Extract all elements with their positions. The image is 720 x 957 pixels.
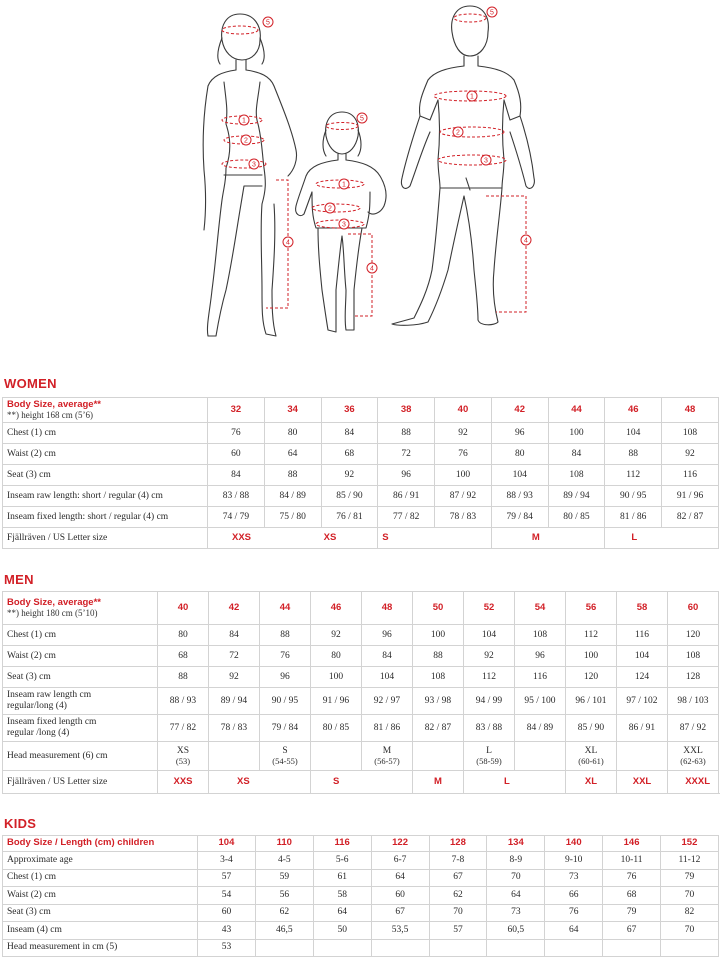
figures-svg bbox=[0, 0, 720, 360]
value-cell: 94 / 99 bbox=[464, 688, 515, 715]
size-cell: 56 bbox=[566, 592, 617, 625]
value-cell: 76 bbox=[260, 646, 311, 667]
value-cell: 87 / 92 bbox=[435, 486, 492, 507]
value-cell: 108 bbox=[662, 423, 719, 444]
size-cell: 44 bbox=[548, 398, 605, 423]
value-cell: 96 bbox=[491, 423, 548, 444]
svg-text:1: 1 bbox=[470, 93, 474, 101]
value-cell: 84 / 89 bbox=[515, 715, 566, 742]
value-cell: 88 / 93 bbox=[158, 688, 209, 715]
marker-5-man bbox=[487, 7, 497, 17]
value-cell: 81 / 86 bbox=[605, 507, 662, 528]
value-cell: 72 bbox=[209, 646, 260, 667]
row-label: Seat (3) cm bbox=[3, 904, 198, 922]
woman-figure bbox=[203, 14, 296, 336]
value-cell: 92 bbox=[311, 625, 362, 646]
value-cell: 84 / 89 bbox=[264, 486, 321, 507]
value-cell: 58 bbox=[313, 887, 371, 905]
size-cell: 110 bbox=[255, 836, 313, 852]
table-row bbox=[3, 423, 719, 444]
value-cell: 100 bbox=[413, 625, 464, 646]
table-row bbox=[3, 625, 719, 646]
size-cell: 104 bbox=[198, 836, 256, 852]
value-cell: 60 bbox=[208, 444, 265, 465]
value-cell: 67 bbox=[371, 904, 429, 922]
value-cell: 67 bbox=[429, 869, 487, 887]
women-section-title: WOMEN bbox=[4, 376, 57, 391]
value-cell: 64 bbox=[371, 869, 429, 887]
value-cell: 96 bbox=[515, 646, 566, 667]
size-cell: 54 bbox=[515, 592, 566, 625]
value-cell: 85 / 90 bbox=[566, 715, 617, 742]
size-cell: 52 bbox=[464, 592, 515, 625]
row-label: Fjällräven / US Letter size bbox=[3, 771, 158, 794]
value-cell: 7-8 bbox=[429, 852, 487, 870]
size-cell: 50 bbox=[413, 592, 464, 625]
value-cell: 73 bbox=[545, 869, 603, 887]
value-cell bbox=[603, 939, 661, 957]
value-cell: 43 bbox=[198, 922, 256, 940]
value-cell: 112 bbox=[605, 465, 662, 486]
marker-2-child bbox=[325, 203, 335, 213]
value-cell: 84 bbox=[209, 625, 260, 646]
value-cell: 80 bbox=[158, 625, 209, 646]
value-cell: 80 / 85 bbox=[548, 507, 605, 528]
marker-5-child bbox=[357, 113, 367, 123]
table-row bbox=[3, 922, 719, 940]
value-cell: 88 / 93 bbox=[491, 486, 548, 507]
value-cell: 79 bbox=[603, 904, 661, 922]
value-cell: 112 bbox=[566, 625, 617, 646]
row-label: Fjällräven / US Letter size bbox=[3, 528, 208, 549]
size-cell: 44 bbox=[260, 592, 311, 625]
value-cell: 80 bbox=[491, 444, 548, 465]
value-cell: 64 bbox=[487, 887, 545, 905]
value-cell: 57 bbox=[429, 922, 487, 940]
value-cell: 67 bbox=[603, 922, 661, 940]
table-row bbox=[3, 742, 719, 771]
value-cell: 80 / 85 bbox=[311, 715, 362, 742]
men-size-table bbox=[2, 591, 719, 794]
value-cell: 88 bbox=[605, 444, 662, 465]
value-cell bbox=[255, 939, 313, 957]
value-cell: 64 bbox=[545, 922, 603, 940]
value-cell: 108 bbox=[413, 667, 464, 688]
row-label: Seat (3) cm bbox=[3, 465, 208, 486]
value-cell: 68 bbox=[603, 887, 661, 905]
value-cell: 53 bbox=[198, 939, 256, 957]
value-cell: 96 / 101 bbox=[566, 688, 617, 715]
svg-text:5: 5 bbox=[360, 115, 364, 123]
value-cell: 89 / 94 bbox=[548, 486, 605, 507]
size-cell: 48 bbox=[362, 592, 413, 625]
marker-4-child bbox=[367, 263, 377, 273]
svg-text:3: 3 bbox=[484, 157, 488, 165]
row-label: Head measurement (6) cm bbox=[3, 742, 158, 771]
men-section-title: MEN bbox=[4, 572, 34, 587]
value-cell: 91 / 96 bbox=[662, 486, 719, 507]
head-cell: XXL (62-63) bbox=[668, 742, 719, 771]
value-cell: 5-6 bbox=[313, 852, 371, 870]
value-cell: 70 bbox=[487, 869, 545, 887]
head-cell: S (54-55) bbox=[260, 742, 311, 771]
value-cell: 72 bbox=[378, 444, 435, 465]
value-cell: 74 / 79 bbox=[208, 507, 265, 528]
size-cell: 58 bbox=[617, 592, 668, 625]
value-cell: 8-9 bbox=[487, 852, 545, 870]
value-cell: 81 / 86 bbox=[362, 715, 413, 742]
svg-text:3: 3 bbox=[252, 161, 256, 169]
value-cell: 53,5 bbox=[371, 922, 429, 940]
row-label: Seat (3) cm bbox=[3, 667, 158, 688]
value-cell: 66 bbox=[545, 887, 603, 905]
marker-4-woman bbox=[283, 237, 293, 247]
kids-header-row bbox=[3, 836, 719, 852]
value-cell: 108 bbox=[668, 646, 719, 667]
us-size-cell: XL bbox=[566, 771, 617, 794]
marker-1-man bbox=[467, 91, 477, 101]
row-label: Inseam raw length: short / regular (4) cm bbox=[3, 486, 208, 507]
value-cell: 104 bbox=[464, 625, 515, 646]
value-cell: 104 bbox=[605, 423, 662, 444]
svg-text:4: 4 bbox=[524, 237, 528, 245]
value-cell: 61 bbox=[313, 869, 371, 887]
value-cell: 88 bbox=[158, 667, 209, 688]
marker-4-man bbox=[521, 235, 531, 245]
row-label: Chest (1) cm bbox=[3, 869, 198, 887]
table-row bbox=[3, 715, 719, 742]
value-cell: 100 bbox=[548, 423, 605, 444]
head-cell bbox=[311, 742, 362, 771]
value-cell bbox=[429, 939, 487, 957]
value-cell: 3-4 bbox=[198, 852, 256, 870]
marker-5-woman bbox=[263, 17, 273, 27]
value-cell: 108 bbox=[515, 625, 566, 646]
value-cell: 84 bbox=[208, 465, 265, 486]
value-cell: 4-5 bbox=[255, 852, 313, 870]
marker-3-man bbox=[481, 155, 491, 165]
value-cell: 77 / 82 bbox=[378, 507, 435, 528]
value-cell: 64 bbox=[264, 444, 321, 465]
value-cell: 80 bbox=[311, 646, 362, 667]
value-cell: 79 / 84 bbox=[491, 507, 548, 528]
row-label: Inseam fixed length cm regular /long (4) bbox=[3, 715, 158, 742]
svg-text:2: 2 bbox=[244, 137, 248, 145]
svg-text:2: 2 bbox=[456, 129, 460, 137]
value-cell: 84 bbox=[362, 646, 413, 667]
value-cell bbox=[487, 939, 545, 957]
us-size-row bbox=[3, 771, 719, 794]
value-cell: 57 bbox=[198, 869, 256, 887]
value-cell: 87 / 92 bbox=[668, 715, 719, 742]
size-cell: 40 bbox=[158, 592, 209, 625]
size-cell: 46 bbox=[605, 398, 662, 423]
marker-3-child bbox=[339, 219, 349, 229]
value-cell bbox=[661, 939, 719, 957]
value-cell: 50 bbox=[313, 922, 371, 940]
table-row bbox=[3, 939, 719, 957]
value-cell: 92 bbox=[321, 465, 378, 486]
us-size-cell: XXL bbox=[617, 771, 668, 794]
value-cell: 68 bbox=[321, 444, 378, 465]
us-size-cell: XS bbox=[209, 771, 311, 794]
us-size-cell: S bbox=[378, 528, 492, 549]
size-cell: 48 bbox=[662, 398, 719, 423]
value-cell: 104 bbox=[617, 646, 668, 667]
value-cell: 78 / 83 bbox=[435, 507, 492, 528]
row-label: Inseam raw length cm regular/long (4) bbox=[3, 688, 158, 715]
table-row bbox=[3, 904, 719, 922]
value-cell: 11-12 bbox=[661, 852, 719, 870]
table-row bbox=[3, 852, 719, 870]
value-cell: 84 bbox=[548, 444, 605, 465]
svg-text:1: 1 bbox=[242, 117, 246, 125]
us-size-cell: M bbox=[491, 528, 605, 549]
table-row bbox=[3, 465, 719, 486]
value-cell: 128 bbox=[668, 667, 719, 688]
value-cell: 116 bbox=[662, 465, 719, 486]
size-cell: 128 bbox=[429, 836, 487, 852]
row-label: Head measurement in cm (5) bbox=[3, 939, 198, 957]
value-cell: 62 bbox=[255, 904, 313, 922]
row-label: Waist (2) cm bbox=[3, 444, 208, 465]
value-cell: 92 bbox=[464, 646, 515, 667]
value-cell: 100 bbox=[435, 465, 492, 486]
table-row bbox=[3, 688, 719, 715]
size-cell: 32 bbox=[208, 398, 265, 423]
value-cell: 76 bbox=[603, 869, 661, 887]
size-cell: 42 bbox=[209, 592, 260, 625]
value-cell: 95 / 100 bbox=[515, 688, 566, 715]
value-cell: 88 bbox=[264, 465, 321, 486]
row-label: Inseam fixed length: short / regular (4) cm bbox=[3, 507, 208, 528]
women-size-table bbox=[2, 397, 719, 549]
value-cell: 82 / 87 bbox=[662, 507, 719, 528]
value-cell: 98 / 103 bbox=[668, 688, 719, 715]
value-cell: 9-10 bbox=[545, 852, 603, 870]
value-cell: 46,5 bbox=[255, 922, 313, 940]
value-cell: 93 / 98 bbox=[413, 688, 464, 715]
value-cell: 100 bbox=[566, 646, 617, 667]
size-cell: 40 bbox=[435, 398, 492, 423]
head-cell: XL (60-61) bbox=[566, 742, 617, 771]
value-cell: 86 / 91 bbox=[617, 715, 668, 742]
value-cell: 88 bbox=[260, 625, 311, 646]
size-cell: 42 bbox=[491, 398, 548, 423]
size-cell: 146 bbox=[603, 836, 661, 852]
svg-text:2: 2 bbox=[328, 205, 332, 213]
size-cell: 34 bbox=[264, 398, 321, 423]
us-size-cell: XXS XS bbox=[208, 528, 378, 549]
value-cell: 80 bbox=[264, 423, 321, 444]
value-cell: 73 bbox=[487, 904, 545, 922]
svg-text:5: 5 bbox=[490, 9, 494, 17]
value-cell: 60 bbox=[198, 904, 256, 922]
measurement-figures bbox=[0, 0, 720, 360]
man-figure bbox=[392, 6, 534, 325]
value-cell: 96 bbox=[378, 465, 435, 486]
us-size-cell: L bbox=[605, 528, 719, 549]
value-cell: 78 / 83 bbox=[209, 715, 260, 742]
kids-header-label: Body Size / Length (cm) children bbox=[3, 836, 198, 852]
value-cell: 70 bbox=[661, 922, 719, 940]
size-cell: 116 bbox=[313, 836, 371, 852]
us-size-row bbox=[3, 528, 719, 549]
women-header-row bbox=[3, 398, 719, 423]
value-cell: 70 bbox=[661, 887, 719, 905]
value-cell: 97 / 102 bbox=[617, 688, 668, 715]
value-cell: 124 bbox=[617, 667, 668, 688]
value-cell: 104 bbox=[362, 667, 413, 688]
value-cell: 76 / 81 bbox=[321, 507, 378, 528]
row-label: Chest (1) cm bbox=[3, 625, 158, 646]
value-cell: 92 bbox=[662, 444, 719, 465]
table-row bbox=[3, 869, 719, 887]
value-cell: 64 bbox=[313, 904, 371, 922]
size-cell: 122 bbox=[371, 836, 429, 852]
row-label: Waist (2) cm bbox=[3, 646, 158, 667]
value-cell: 83 / 88 bbox=[208, 486, 265, 507]
table-row bbox=[3, 667, 719, 688]
svg-text:5: 5 bbox=[266, 19, 270, 27]
value-cell: 70 bbox=[429, 904, 487, 922]
value-cell: 59 bbox=[255, 869, 313, 887]
us-size-cell: XXXL bbox=[668, 771, 719, 794]
value-cell: 100 bbox=[311, 667, 362, 688]
value-cell: 92 bbox=[435, 423, 492, 444]
table-row bbox=[3, 646, 719, 667]
value-cell: 83 / 88 bbox=[464, 715, 515, 742]
row-label: Chest (1) cm bbox=[3, 423, 208, 444]
men-header-row bbox=[3, 592, 719, 625]
value-cell bbox=[313, 939, 371, 957]
head-cell: XS (53) bbox=[158, 742, 209, 771]
value-cell: 79 / 84 bbox=[260, 715, 311, 742]
value-cell: 60 bbox=[371, 887, 429, 905]
marker-2-man bbox=[453, 127, 463, 137]
value-cell: 96 bbox=[260, 667, 311, 688]
head-cell bbox=[209, 742, 260, 771]
value-cell: 89 / 94 bbox=[209, 688, 260, 715]
value-cell: 82 bbox=[661, 904, 719, 922]
kids-section-title: KIDS bbox=[4, 816, 37, 831]
row-label: Approximate age bbox=[3, 852, 198, 870]
table-row bbox=[3, 507, 719, 528]
marker-2-woman bbox=[241, 135, 251, 145]
value-cell: 76 bbox=[435, 444, 492, 465]
table-row bbox=[3, 486, 719, 507]
value-cell: 90 / 95 bbox=[260, 688, 311, 715]
svg-text:1: 1 bbox=[342, 181, 346, 189]
marker-1-child bbox=[339, 179, 349, 189]
value-cell: 60,5 bbox=[487, 922, 545, 940]
value-cell: 90 / 95 bbox=[605, 486, 662, 507]
men-header-label: Body Size, average** **) height 180 cm (5’10) bbox=[3, 592, 158, 625]
value-cell: 10-11 bbox=[603, 852, 661, 870]
value-cell: 86 / 91 bbox=[378, 486, 435, 507]
value-cell: 56 bbox=[255, 887, 313, 905]
head-cell bbox=[515, 742, 566, 771]
value-cell: 84 bbox=[321, 423, 378, 444]
value-cell: 79 bbox=[661, 869, 719, 887]
value-cell: 92 / 97 bbox=[362, 688, 413, 715]
marker-1-woman bbox=[239, 115, 249, 125]
value-cell: 120 bbox=[566, 667, 617, 688]
us-size-cell: XXS bbox=[158, 771, 209, 794]
size-cell: 152 bbox=[661, 836, 719, 852]
value-cell: 116 bbox=[515, 667, 566, 688]
value-cell: 77 / 82 bbox=[158, 715, 209, 742]
value-cell: 108 bbox=[548, 465, 605, 486]
value-cell: 120 bbox=[668, 625, 719, 646]
value-cell: 91 / 96 bbox=[311, 688, 362, 715]
row-label: Inseam (4) cm bbox=[3, 922, 198, 940]
value-cell: 68 bbox=[158, 646, 209, 667]
row-label: Waist (2) cm bbox=[3, 887, 198, 905]
value-cell: 75 / 80 bbox=[264, 507, 321, 528]
value-cell: 76 bbox=[545, 904, 603, 922]
size-cell: 60 bbox=[668, 592, 719, 625]
us-size-cell: M bbox=[413, 771, 464, 794]
value-cell: 96 bbox=[362, 625, 413, 646]
head-cell: L (58-59) bbox=[464, 742, 515, 771]
value-cell: 82 / 87 bbox=[413, 715, 464, 742]
us-size-cell: L bbox=[464, 771, 566, 794]
head-cell bbox=[617, 742, 668, 771]
marker-3-woman bbox=[249, 159, 259, 169]
value-cell: 116 bbox=[617, 625, 668, 646]
svg-text:4: 4 bbox=[286, 239, 290, 247]
value-cell: 54 bbox=[198, 887, 256, 905]
svg-text:4: 4 bbox=[370, 265, 374, 273]
size-cell: 38 bbox=[378, 398, 435, 423]
value-cell bbox=[545, 939, 603, 957]
svg-text:3: 3 bbox=[342, 221, 346, 229]
value-cell bbox=[371, 939, 429, 957]
value-cell: 104 bbox=[491, 465, 548, 486]
value-cell: 92 bbox=[209, 667, 260, 688]
kids-size-table bbox=[2, 835, 719, 957]
value-cell: 112 bbox=[464, 667, 515, 688]
value-cell: 88 bbox=[413, 646, 464, 667]
size-cell: 46 bbox=[311, 592, 362, 625]
value-cell: 62 bbox=[429, 887, 487, 905]
value-cell: 6-7 bbox=[371, 852, 429, 870]
table-row bbox=[3, 887, 719, 905]
size-cell: 140 bbox=[545, 836, 603, 852]
value-cell: 76 bbox=[208, 423, 265, 444]
women-header-label: Body Size, average** **) height 168 cm (5’6) bbox=[3, 398, 208, 423]
size-cell: 134 bbox=[487, 836, 545, 852]
us-size-cell: S bbox=[311, 771, 413, 794]
table-row bbox=[3, 444, 719, 465]
value-cell: 85 / 90 bbox=[321, 486, 378, 507]
head-cell bbox=[413, 742, 464, 771]
size-cell: 36 bbox=[321, 398, 378, 423]
head-cell: M (56-57) bbox=[362, 742, 413, 771]
value-cell: 88 bbox=[378, 423, 435, 444]
